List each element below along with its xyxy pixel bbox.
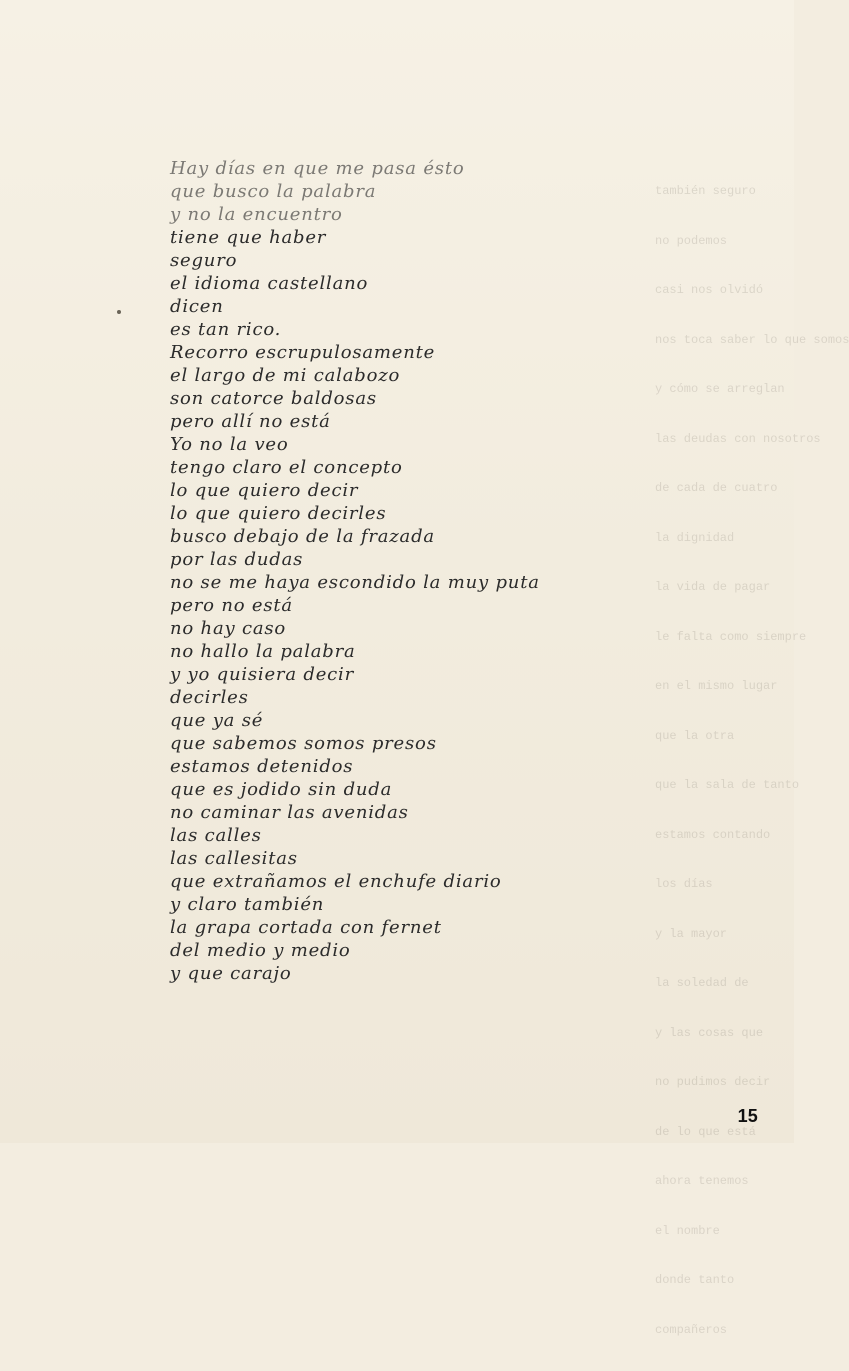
poem-line: tengo claro el concepto <box>170 457 403 478</box>
poem-line: no hallo la palabra <box>170 641 356 662</box>
poem-line: no caminar las avenidas <box>170 802 409 823</box>
poem-line: lo que quiero decir <box>170 480 359 501</box>
poem-line: la grapa cortada con fernet <box>170 917 442 938</box>
poem-line: y claro también <box>170 894 325 915</box>
poem-line: pero no está <box>170 595 293 616</box>
poem-line: que sabemos somos presos <box>170 733 437 754</box>
poem-line: las callesitas <box>170 848 298 869</box>
poem-line: y que carajo <box>170 963 292 984</box>
poem-line: lo que quiero decirles <box>170 503 387 524</box>
poem-line: y no la encuentro <box>170 204 343 225</box>
poem-line: que es jodido sin duda <box>170 779 393 800</box>
ink-speck <box>117 310 121 314</box>
poem-line: el largo de mi calabozo <box>170 365 401 386</box>
poem-line: que extrañamos el enchufe diario <box>170 871 502 892</box>
poem-line: que ya sé <box>170 710 264 731</box>
poem-line: las calles <box>170 825 262 846</box>
poem-line: son catorce baldosas <box>170 388 377 409</box>
poem-line: por las dudas <box>170 549 304 570</box>
poem-line: y yo quisiera decir <box>170 664 355 685</box>
poem-line: del medio y medio <box>170 940 351 961</box>
page-number: 15 <box>737 1106 758 1126</box>
poem-line: Yo no la veo <box>170 434 289 455</box>
poem-line: pero allí no está <box>170 411 331 432</box>
poem-line: el idioma castellano <box>170 273 369 294</box>
poem-line: no hay caso <box>170 618 287 639</box>
poem-line: Recorro escrupulosamente <box>170 342 436 363</box>
poem-line: seguro <box>170 250 238 271</box>
bleed-through-text: también seguro no podemos casi nos olvidó nos toca saber lo que somos y cómo se arreglan las deudas con nosotros de cada de cuatro la dignidad la vida de pagar le falta como siempre en el mismo lugar que la otra que la sala de tanto estamos contando los días y la mayor la soledad de y las cosas que no pudimos decir de lo que está ahora tenemos el nombre donde tanto compañeros <box>655 184 849 1337</box>
poem-line: decirles <box>170 687 249 708</box>
poem-line: estamos detenidos <box>170 756 354 777</box>
poem-line: es tan rico. <box>170 319 282 340</box>
poem-line: tiene que haber <box>170 227 327 248</box>
poem-line: no se me haya escondido la muy puta <box>170 572 540 593</box>
poem-line: que busco la palabra <box>170 181 377 202</box>
poem-line: busco debajo de la frazada <box>170 526 435 547</box>
poem-line: dicen <box>170 296 224 317</box>
poem-body <box>170 157 640 985</box>
poem-line: Hay días en que me pasa ésto <box>170 158 465 179</box>
